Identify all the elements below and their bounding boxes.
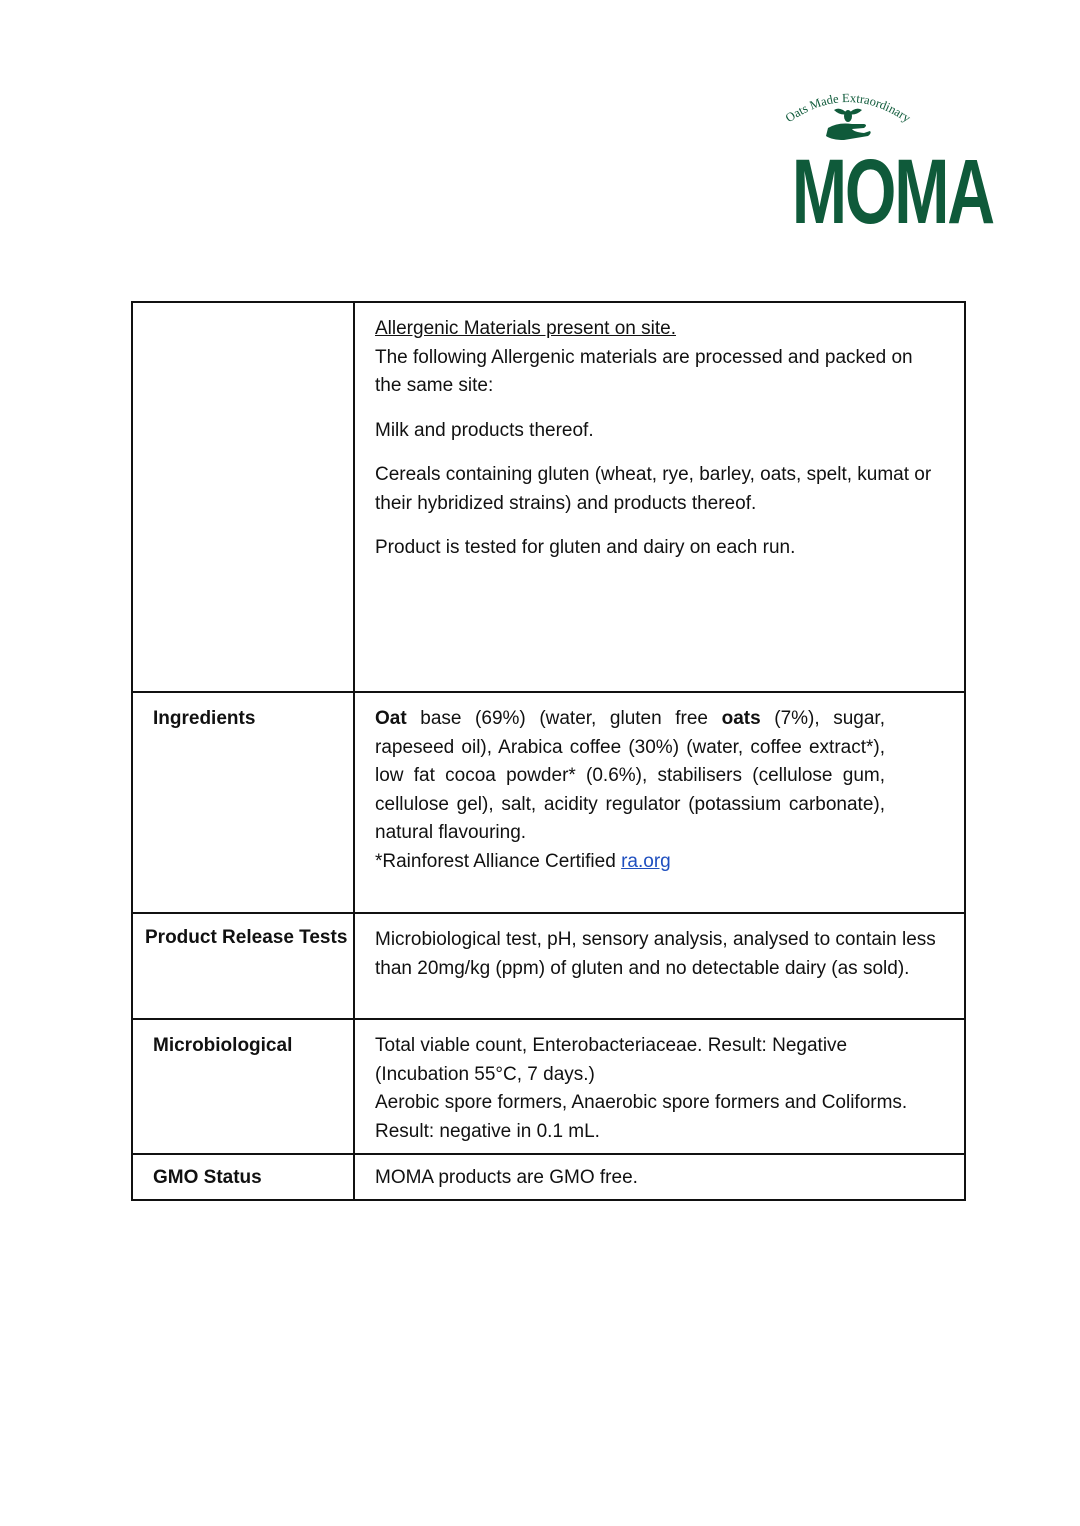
ingredients-part2: (7%), sugar, rapeseed oil), Arabica coffee (30%) (water, coffee extract*), low fat cocoa powder* (0.6%), stabilisers (cellulose gum, cellulose gel), salt, acidity regulator (potassium carbonate), natural flavouring. <box>375 708 885 843</box>
release-label: Product Release Tests <box>132 913 354 1019</box>
allergen-cereals: Cereals containing gluten (wheat, rye, barley, oats, spelt, kumat or their hybridized strains) and products thereof. <box>375 464 932 514</box>
micro-line1: Total viable count, Enterobacteriaceae. Result: Negative (Incubation 55°C, 7 days.) <box>375 1035 848 1085</box>
moma-logo <box>768 88 993 256</box>
logo-tagline: Oats Made Extraordinary <box>782 90 914 126</box>
ingredient-oats: oats <box>721 708 761 729</box>
gmo-row <box>132 1154 965 1200</box>
ingredients-cell <box>354 692 965 913</box>
allergen-milk: Milk and products thereof. <box>375 419 594 441</box>
micro-line2: Aerobic spore formers, Anaerobic spore formers and Coliforms. Result: negative in 0.1 mL. <box>375 1092 908 1142</box>
allergen-cell <box>354 302 965 692</box>
ra-org-link[interactable]: ra.org <box>621 850 671 872</box>
micro-row <box>132 1019 965 1154</box>
micro-cell <box>354 1019 965 1154</box>
allergen-label-cell <box>132 302 354 692</box>
logo-wordmark: MOMA <box>791 141 993 243</box>
product-spec-table <box>131 301 966 1201</box>
allergen-tested: Product is tested for gluten and dairy on each run. <box>375 537 796 558</box>
rainforest-text: *Rainforest Alliance Certified <box>375 850 622 872</box>
release-text: Microbiological test, pH, sensory analysis, analysed to contain less than 20mg/kg (ppm) of gluten and no detectable dairy (as sold). <box>354 913 965 1019</box>
rainforest-line <box>375 848 944 877</box>
ingredients-row <box>132 692 965 913</box>
ingredients-label: Ingredients <box>132 692 354 913</box>
gmo-label: GMO Status <box>132 1154 354 1200</box>
ingredients-text <box>375 705 885 848</box>
ingredients-part1: base (69%) (water, gluten free <box>406 708 722 729</box>
ingredient-oat: Oat <box>375 708 407 729</box>
micro-label: Microbiological <box>132 1019 354 1154</box>
hand-sprout-icon <box>826 109 871 140</box>
allergen-heading: Allergenic Materials present on site. <box>375 318 676 339</box>
release-row <box>132 913 965 1019</box>
allergen-intro: The following Allergenic materials are processed and packed on the same site: <box>375 346 913 396</box>
gmo-text: MOMA products are GMO free. <box>354 1154 965 1200</box>
allergen-row <box>132 302 965 692</box>
